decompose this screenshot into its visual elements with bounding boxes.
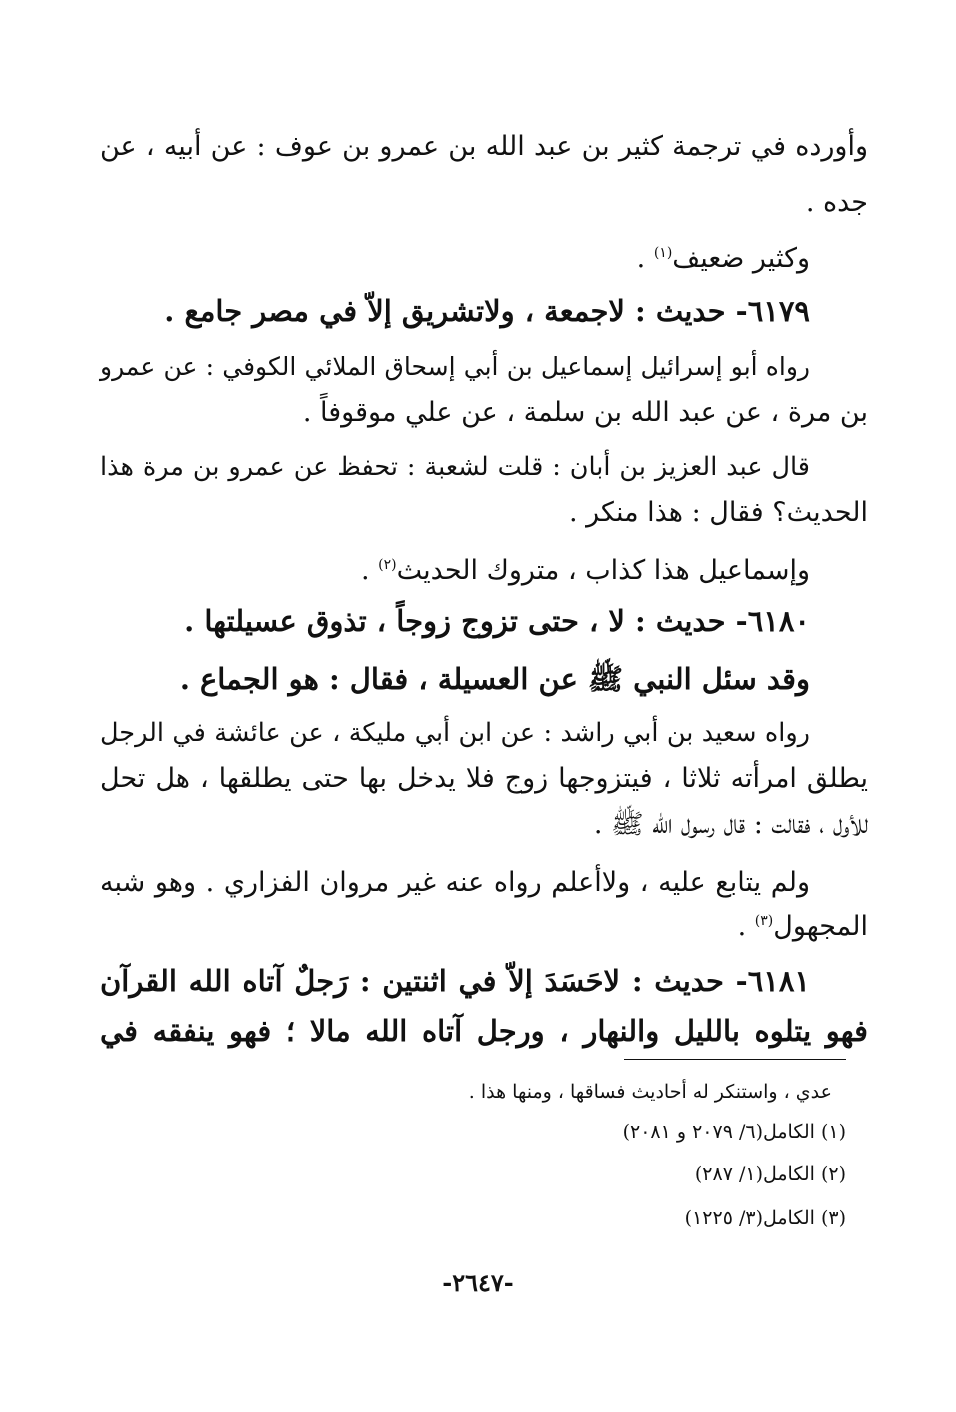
main-text: [100, 758, 868, 800]
hadith-heading: [100, 960, 868, 1002]
text-span: وإسماعيل هذا كذاب ، متروك الحديث: [396, 555, 810, 586]
main-text: [100, 712, 868, 754]
text-line: وقد سئل النبي ﷺ عن العسيلة ، فقال : هو الجماع .: [179, 662, 810, 696]
footnote-marker: (٢): [378, 557, 397, 573]
text-line: ٦١٨١- حديث : لاحَسَدَ إلاّ في اثنتين : رَجلٌ آتاه الله القرآن: [100, 964, 810, 998]
footnote-item: (٢) الكامل(١/ ٢٨٧): [694, 1163, 846, 1185]
text-line: الحديث؟ فقال : هذا منكر .: [568, 497, 868, 528]
text-line: رواه سعيد بن أبي راشد : عن ابن أبي مليكة ، عن عائشة في الرجل: [100, 718, 810, 748]
main-text: [100, 550, 868, 592]
main-text: [100, 446, 868, 488]
text-span: المجهول: [773, 911, 868, 942]
footnote-item: (١) الكامل(٦/ ٢٠٧٩ و ٢٠٨١): [622, 1121, 846, 1143]
footnote-rule: [624, 1059, 846, 1060]
main-text: [100, 492, 868, 534]
footnote-marker: (٣): [754, 913, 774, 929]
footnote-continuation: عدي ، واستنكر له أحاديث فساقها ، ومنها هذا .: [468, 1081, 832, 1103]
period: .: [361, 555, 379, 586]
text-line: ولم يتابع عليه ، ولاأعلم رواه عنه غير مروان الفزاري . وهو شبه: [100, 867, 810, 898]
footnote-marker: (١): [653, 245, 673, 261]
text-line: قال عبد العزيز بن أبان : قلت لشعبة : تحفظ عن عمرو بن مرة هذا: [100, 452, 810, 482]
main-text: [100, 346, 868, 388]
main-text: [100, 392, 868, 434]
page-number: -٢٦٤٧-: [442, 1268, 514, 1297]
period: .: [737, 911, 755, 942]
hadith-heading: [100, 658, 868, 700]
text-line: وأورده في ترجمة كثير بن عبد الله بن عمرو بن عوف : عن أبيه ، عن: [100, 131, 868, 162]
main-text: [100, 182, 868, 224]
text-line: جده .: [805, 187, 868, 218]
main-text: [100, 804, 868, 846]
main-text: [100, 906, 868, 948]
text-line: [100, 238, 868, 280]
text-line: ٦١٨٠- حديث : لا ، حتى تزوج زوجاً ، تذوق عسيلتها .: [184, 604, 810, 638]
main-text: [100, 862, 868, 904]
text-line: بن مرة ، عن عبد الله بن سلمة ، عن علي موقوفاً .: [302, 397, 868, 428]
main-text: [100, 126, 868, 168]
text-line: [100, 906, 868, 948]
hadith-heading: [100, 290, 868, 332]
hadith-heading: [100, 1010, 868, 1052]
text-line: رواه أبو إسرائيل إسماعيل بن أبي إسحاق الملائي الكوفي : عن عمرو: [100, 352, 811, 381]
text-span: وكثير ضعيف: [672, 243, 810, 274]
text-line: ٦١٧٩- حديث : لاجمعة ، ولاتشريق إلاّ في مصر جامع .: [164, 294, 810, 328]
footnote-item: (٣) الكامل(٣/ ١٢٢٥): [684, 1207, 846, 1229]
text-line: [100, 550, 868, 592]
period: .: [636, 243, 654, 274]
hadith-heading: [100, 600, 868, 642]
text-line: يطلق امرأته ثلاثا ، فيتزوجها زوج فلا يدخل بها حتى يطلقها ، هل تحل: [100, 763, 868, 794]
main-text: [100, 238, 868, 280]
text-line: للأول ، فقالت : قال رسول الله ﷺ .: [593, 809, 868, 840]
text-line: فهو يتلوه بالليل والنهار ، ورجل آتاه الله مالا ؛ فهو ينفقه في: [100, 1014, 868, 1048]
